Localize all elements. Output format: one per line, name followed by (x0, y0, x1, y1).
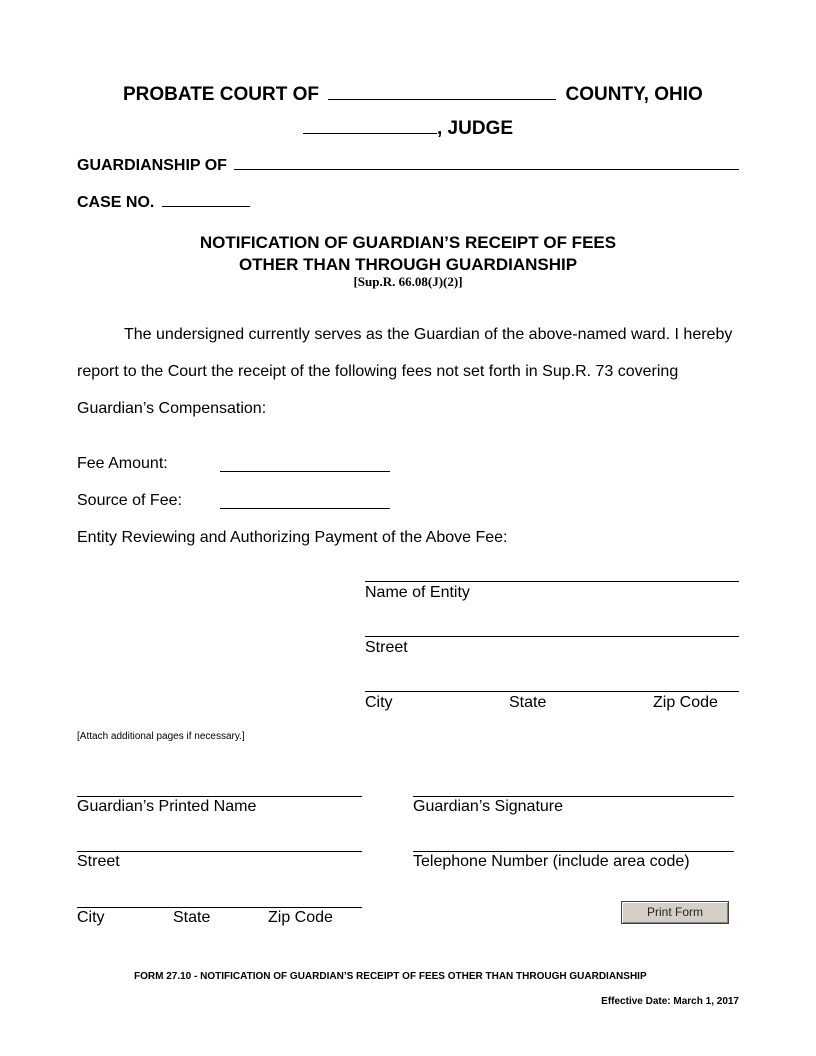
guardian-signature-caption: Guardian’s Signature (413, 798, 564, 815)
judge-line (303, 118, 513, 140)
guardian-printed-name-field[interactable] (77, 796, 362, 797)
guardian-printed-name-caption: Guardian’s Printed Name (77, 798, 257, 815)
guardian-state-caption: State (173, 909, 211, 926)
judge-suffix: , JUDGE (437, 118, 514, 139)
entity-street-field[interactable] (365, 636, 739, 637)
entity-zip-caption: Zip Code (653, 694, 718, 711)
rule-reference: [Sup.R. 66.08(J)(2)] (353, 274, 463, 289)
guardianship-label: GUARDIANSHIP OF (77, 157, 227, 174)
entity-name-caption: Name of Entity (365, 584, 470, 601)
guardian-zip-caption: Zip Code (268, 909, 333, 926)
guardian-telephone-caption: Telephone Number (include area code) (413, 853, 690, 870)
entity-state-caption: State (509, 694, 547, 711)
case-number-field[interactable] (162, 206, 250, 207)
court-suffix: COUNTY, OHIO (565, 84, 703, 105)
body-line-3: Guardian’s Compensation: (77, 400, 267, 417)
entity-street-caption: Street (365, 639, 408, 656)
fee-amount-field[interactable] (220, 471, 390, 472)
entity-label: Entity Reviewing and Authorizing Payment of the Above Fee: (77, 529, 508, 546)
case-line (77, 194, 250, 212)
court-header (123, 84, 703, 106)
footer-form-title: FORM 27.10 - NOTIFICATION OF GUARDIAN’S RECEIPT OF FEES OTHER THAN THROUGH GUARDIANSHIP (134, 971, 647, 982)
case-label: CASE NO. (77, 194, 155, 211)
guardian-city-caption: City (77, 909, 105, 926)
form-title-line2: OTHER THAN THROUGH GUARDIANSHIP (238, 255, 578, 274)
source-of-fee-field[interactable] (220, 508, 390, 509)
fee-amount-label: Fee Amount: (77, 455, 168, 472)
guardianship-line (77, 157, 739, 175)
court-prefix: PROBATE COURT OF (123, 84, 319, 105)
entity-city-state-zip-field[interactable] (365, 691, 739, 692)
guardian-street-field[interactable] (77, 851, 362, 852)
print-form-button[interactable]: Print Form (621, 901, 729, 924)
guardian-street-caption: Street (77, 853, 120, 870)
source-of-fee-label: Source of Fee: (77, 492, 182, 509)
judge-name-field[interactable] (303, 133, 437, 134)
guardian-signature-field[interactable] (413, 796, 734, 797)
body-line-1: The undersigned currently serves as the Guardian of the above-named ward. I hereby (124, 326, 733, 343)
ward-name-field[interactable] (234, 169, 739, 170)
body-line-2: report to the Court the receipt of the following fees not set forth in Sup.R. 73 covering (77, 363, 679, 380)
attach-note: [Attach additional pages if necessary.] (77, 731, 245, 742)
entity-name-field[interactable] (365, 581, 739, 582)
form-title-line1: NOTIFICATION OF GUARDIAN’S RECEIPT OF FEES (199, 233, 617, 252)
entity-city-caption: City (365, 694, 393, 711)
county-field[interactable] (328, 99, 556, 100)
guardian-telephone-field[interactable] (413, 851, 734, 852)
footer-effective-date: Effective Date: March 1, 2017 (601, 996, 739, 1007)
guardian-city-state-zip-field[interactable] (77, 907, 362, 908)
